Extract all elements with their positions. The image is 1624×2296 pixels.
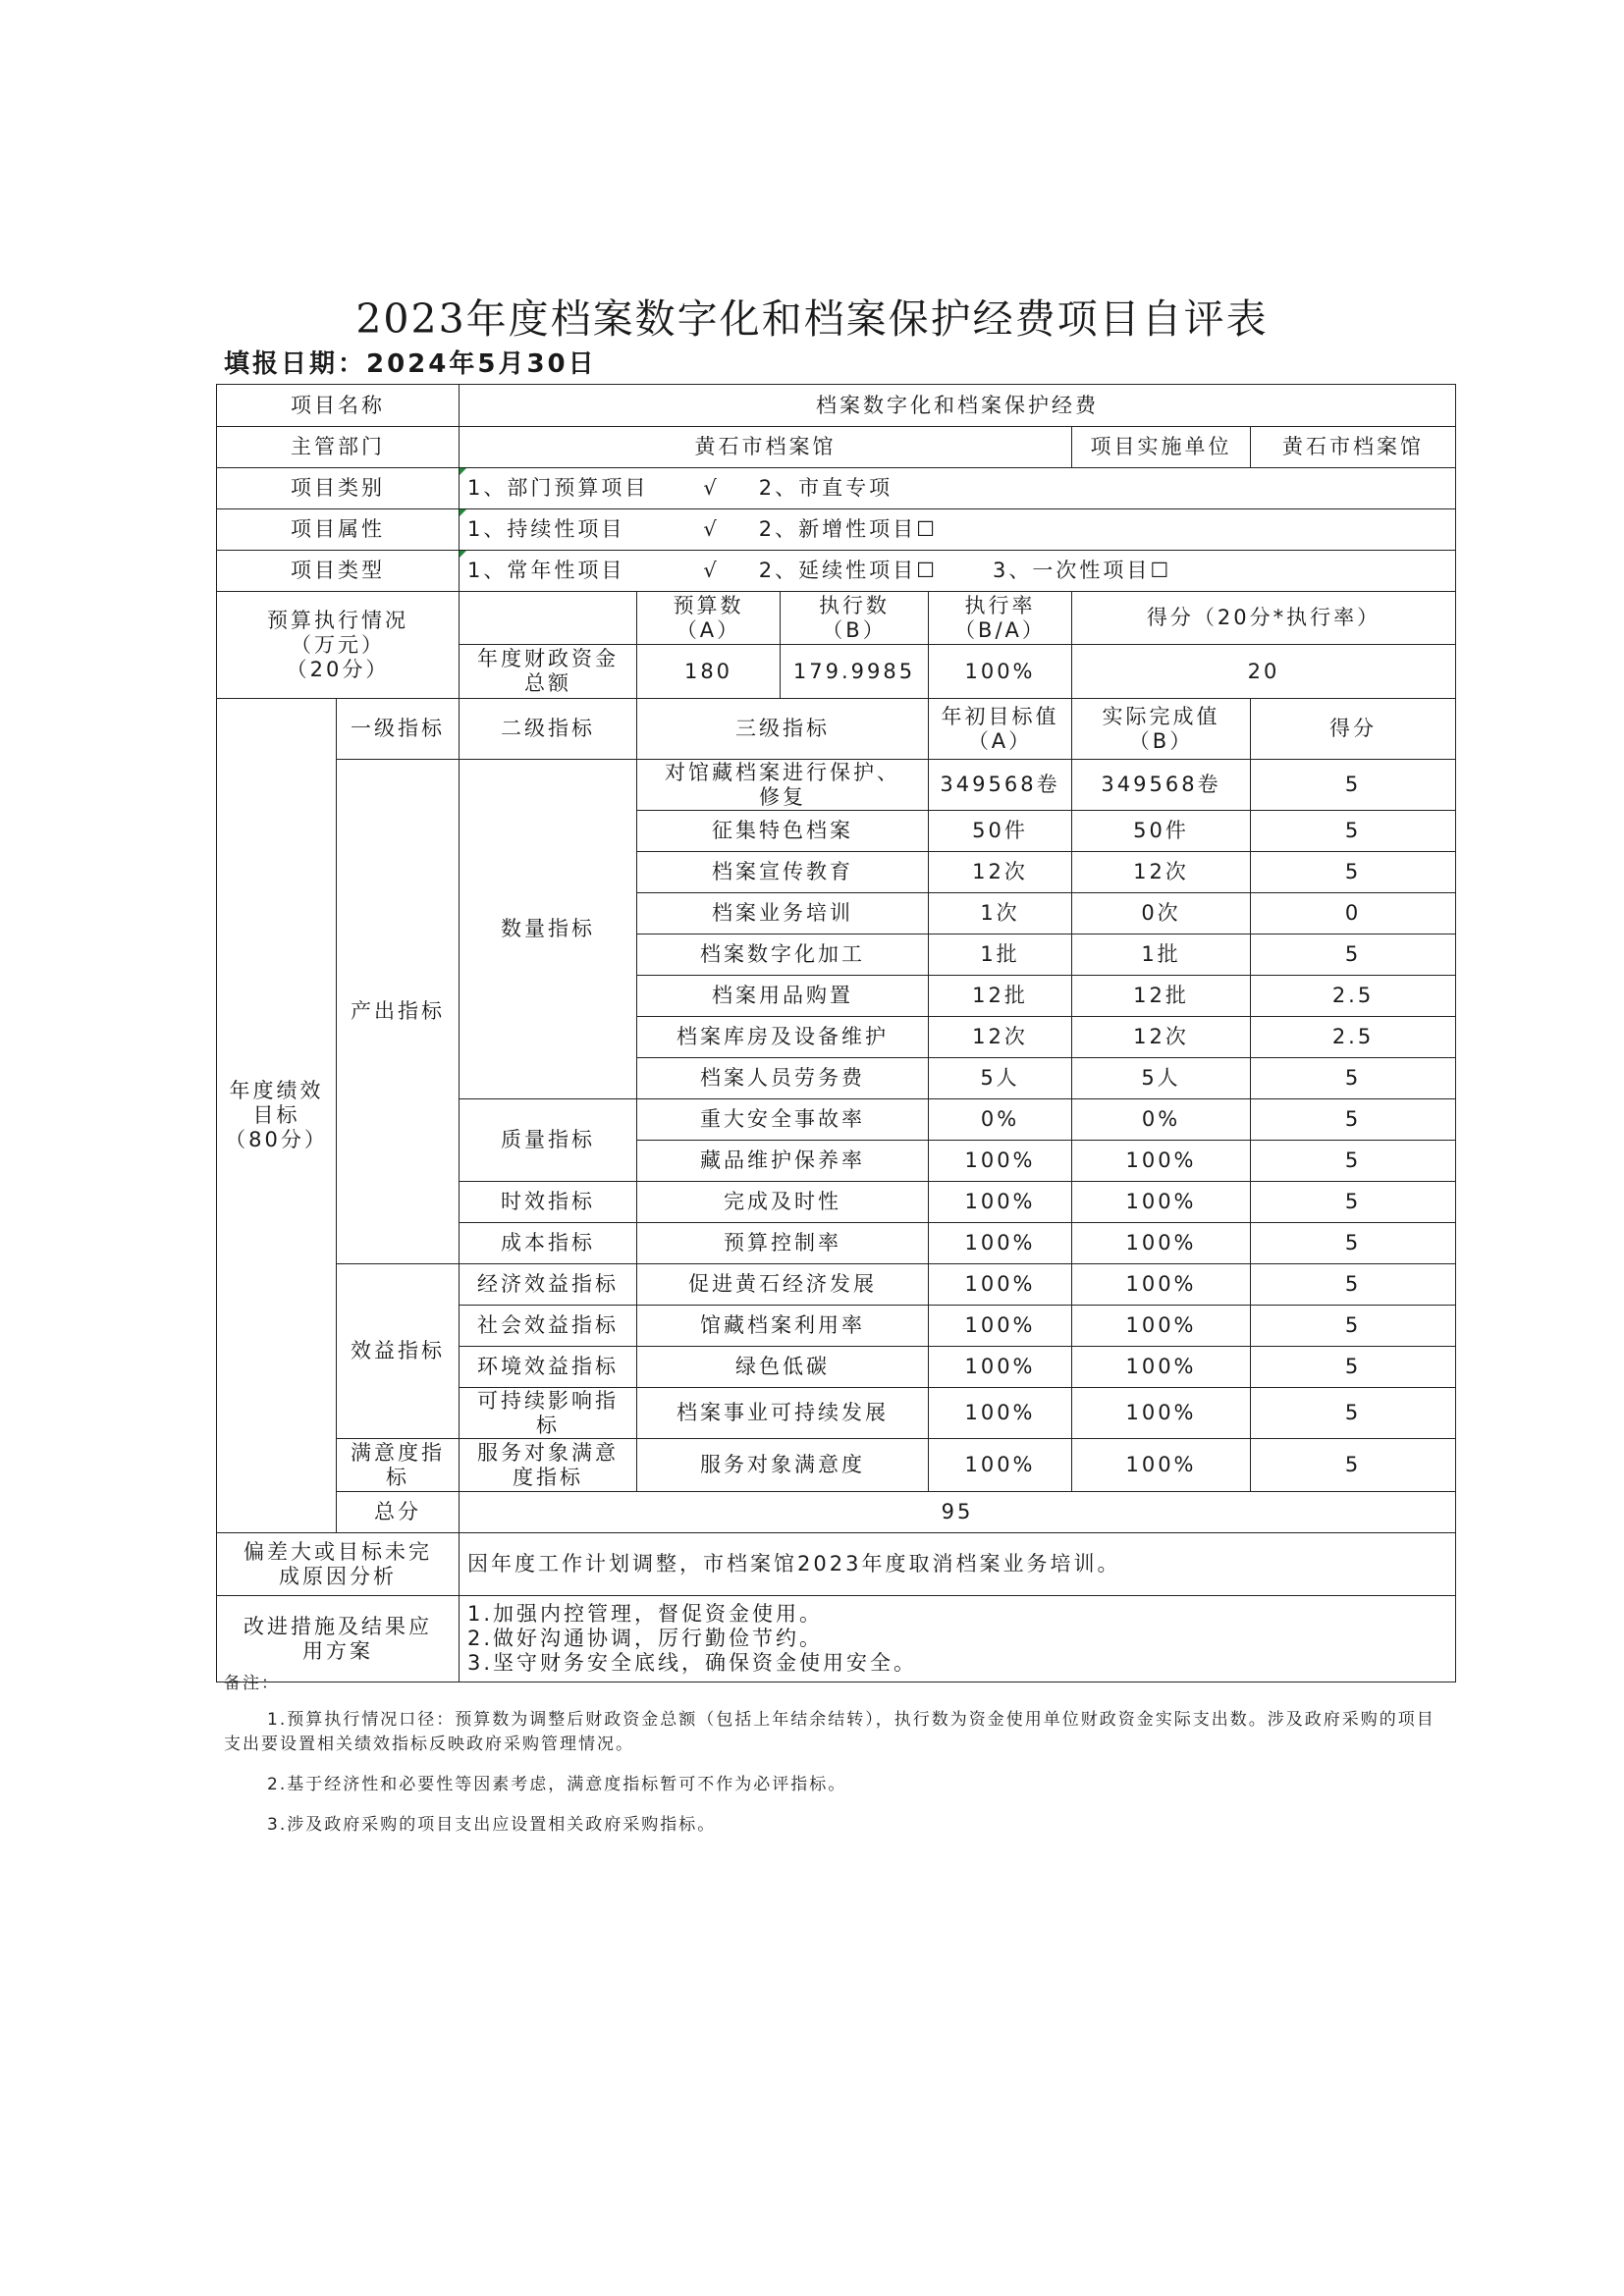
l1-satisfaction: 满意度指 标 [337, 1439, 460, 1492]
l3: 档案宣传教育 [637, 852, 929, 893]
project-name-label: 项目名称 [217, 385, 460, 427]
table-row [217, 1439, 1456, 1492]
actual: 100% [1072, 1388, 1251, 1439]
h-score: 得分 [1251, 699, 1456, 760]
h-level2: 二级指标 [460, 699, 637, 760]
checkbox-empty-icon: ☐ [916, 517, 938, 541]
actual: 100% [1072, 1347, 1251, 1388]
actual: 12次 [1072, 852, 1251, 893]
score-header: 得分（20分*执行率） [1072, 592, 1456, 645]
score: 5 [1251, 1439, 1456, 1492]
check-mark-icon: √ [703, 476, 720, 500]
l2-quantity: 数量指标 [460, 760, 637, 1099]
type-label: 项目类型 [217, 551, 460, 592]
project-name: 档案数字化和档案保护经费 [460, 385, 1456, 427]
actual: 100% [1072, 1439, 1251, 1492]
budget-header-ab: 预算数 （A） 执行数 （B） [637, 592, 929, 645]
actual: 100% [1072, 1223, 1251, 1264]
l3: 绿色低碳 [637, 1347, 929, 1388]
table-row [217, 760, 1456, 811]
target: 100% [929, 1264, 1072, 1306]
actual: 12次 [1072, 1017, 1251, 1058]
budget-value: 180 [637, 645, 781, 698]
score: 5 [1251, 760, 1456, 811]
budget-row-label: 年度财政资金 总额 [460, 645, 637, 699]
score: 0 [1251, 893, 1456, 934]
actual: 50件 [1072, 811, 1251, 852]
attr-options [460, 509, 1456, 551]
type-opt2: 2、延续性项目 [758, 559, 917, 582]
row-attribute [217, 509, 1456, 551]
attr-opt2: 2、新增性项目 [758, 517, 917, 541]
actual: 100% [1072, 1182, 1251, 1223]
target: 12次 [929, 852, 1072, 893]
budget-score: 20 [1072, 645, 1456, 699]
row-total [217, 1492, 1456, 1533]
attr-opt1: 1、持续性项目 [467, 517, 625, 541]
target: 50件 [929, 811, 1072, 852]
l3: 服务对象满意度 [637, 1439, 929, 1492]
target: 1批 [929, 934, 1072, 976]
l2-service: 服务对象满意 度指标 [460, 1439, 637, 1492]
score: 5 [1251, 1264, 1456, 1306]
target: 100% [929, 1223, 1072, 1264]
type-opt3: 3、一次性项目 [992, 559, 1151, 582]
row-type [217, 551, 1456, 592]
target: 100% [929, 1388, 1072, 1439]
target: 100% [929, 1141, 1072, 1182]
l3: 促进黄石经济发展 [637, 1264, 929, 1306]
check-mark-icon: √ [703, 517, 720, 541]
category-opt1: 1、部门预算项目 [467, 476, 649, 500]
target: 100% [929, 1347, 1072, 1388]
h-target: 年初目标值 （A） [929, 699, 1072, 760]
score: 2.5 [1251, 1017, 1456, 1058]
total-value: 95 [460, 1492, 1456, 1533]
actual: 0次 [1072, 893, 1251, 934]
note-3: 3.涉及政府采购的项目支出应设置相关政府采购指标。 [267, 1815, 717, 1835]
score: 5 [1251, 1347, 1456, 1388]
l1-benefit: 效益指标 [337, 1264, 460, 1439]
l2-environment: 环境效益指标 [460, 1347, 637, 1388]
executed-value: 179.9985 [792, 659, 916, 683]
l3: 完成及时性 [637, 1182, 929, 1223]
l3: 藏品维护保养率 [637, 1141, 929, 1182]
budget-values-ab [637, 645, 929, 699]
l2-quality: 质量指标 [460, 1099, 637, 1182]
target: 12次 [929, 1017, 1072, 1058]
score: 2.5 [1251, 976, 1456, 1017]
category-options [460, 468, 1456, 509]
l3: 档案库房及设备维护 [637, 1017, 929, 1058]
l3: 重大安全事故率 [637, 1099, 929, 1141]
row-department [217, 427, 1456, 468]
h-actual: 实际完成值 （B） [1072, 699, 1251, 760]
row-category [217, 468, 1456, 509]
l3: 预算控制率 [637, 1223, 929, 1264]
type-options [460, 551, 1456, 592]
score: 5 [1251, 934, 1456, 976]
actual: 12批 [1072, 976, 1251, 1017]
actual: 5人 [1072, 1058, 1251, 1099]
category-label: 项目类别 [217, 468, 460, 509]
l3: 档案数字化加工 [637, 934, 929, 976]
target: 100% [929, 1306, 1072, 1347]
impl-value: 黄石市档案馆 [1251, 427, 1456, 468]
notes-header: 备注： [224, 1674, 280, 1693]
checkbox-empty-icon: ☐ [916, 559, 938, 582]
budget-blank [460, 592, 637, 645]
row-perf-header [217, 699, 1456, 760]
notes [224, 1672, 1451, 1853]
l2-sustain: 可持续影响指 标 [460, 1388, 637, 1439]
deviation-label: 偏差大或目标未完 成原因分析 [217, 1533, 460, 1596]
actual: 100% [1072, 1141, 1251, 1182]
score: 5 [1251, 1388, 1456, 1439]
l2-social: 社会效益指标 [460, 1306, 637, 1347]
score: 5 [1251, 1306, 1456, 1347]
target: 100% [929, 1182, 1072, 1223]
l3: 征集特色档案 [637, 811, 929, 852]
page-title: 2023年度档案数字化和档案保护经费项目自评表 [355, 295, 1269, 343]
row-budget-header [217, 592, 1456, 645]
target: 12批 [929, 976, 1072, 1017]
dept-label: 主管部门 [217, 427, 460, 468]
target: 100% [929, 1439, 1072, 1492]
target: 349568卷 [929, 760, 1072, 811]
l3: 档案事业可持续发展 [637, 1388, 929, 1439]
h-level1: 一级指标 [337, 699, 460, 760]
budget-label: 预算执行情况 （万元） （20分） [217, 592, 460, 699]
row-improve [217, 1596, 1456, 1682]
checkbox-empty-icon: ☐ [1150, 559, 1172, 582]
l3: 档案人员劳务费 [637, 1058, 929, 1099]
table-row [217, 1264, 1456, 1306]
score: 5 [1251, 1141, 1456, 1182]
l2-economic: 经济效益指标 [460, 1264, 637, 1306]
l1-output: 产出指标 [337, 760, 460, 1264]
score: 5 [1251, 852, 1456, 893]
score: 5 [1251, 1223, 1456, 1264]
l3: 对馆藏档案进行保护、 修复 [637, 760, 929, 811]
category-opt2: 2、市直专项 [758, 476, 893, 500]
perf-label: 年度绩效 目标 （80分） [217, 699, 337, 1533]
deviation-text: 因年度工作计划调整，市档案馆2023年度取消档案业务培训。 [460, 1533, 1456, 1596]
score: 5 [1251, 1099, 1456, 1141]
h-level3: 三级指标 [637, 699, 929, 760]
l2-cost: 成本指标 [460, 1223, 637, 1264]
target: 0% [929, 1099, 1072, 1141]
improve-label: 改进措施及结果应 用方案 [217, 1596, 460, 1682]
fill-date: 填报日期：2024年5月30日 [224, 349, 597, 379]
score: 5 [1251, 1058, 1456, 1099]
improve-text: 1.加强内控管理，督促资金使用。 2.做好沟通协调，厉行勤俭节约。 3.坚守财务安全底线，确保资金使用安全。 [460, 1596, 1456, 1682]
l3: 档案用品购置 [637, 976, 929, 1017]
row-deviation [217, 1533, 1456, 1596]
rate-header: 执行率 （B/A） [929, 592, 1072, 645]
score: 5 [1251, 811, 1456, 852]
score: 5 [1251, 1182, 1456, 1223]
target: 1次 [929, 893, 1072, 934]
actual: 349568卷 [1072, 760, 1251, 811]
l2-timeliness: 时效指标 [460, 1182, 637, 1223]
actual: 100% [1072, 1264, 1251, 1306]
note-1: 1.预算执行情况口径：预算数为调整后财政资金总额（包括上年结余结转），执行数为资金使用单位财政资金实际支出数。涉及政府采购的项目支出要设置相关绩效指标反映政府采购管理情况。 [224, 1710, 1435, 1754]
row-project-name [217, 385, 1456, 427]
actual: 100% [1072, 1306, 1251, 1347]
evaluation-table [216, 384, 1456, 1682]
actual: 1批 [1072, 934, 1251, 976]
target: 5人 [929, 1058, 1072, 1099]
total-label: 总分 [337, 1492, 460, 1533]
dept-value: 黄石市档案馆 [460, 427, 1072, 468]
attr-label: 项目属性 [217, 509, 460, 551]
type-opt1: 1、常年性项目 [467, 559, 625, 582]
check-mark-icon: √ [703, 559, 720, 582]
impl-label: 项目实施单位 [1072, 427, 1251, 468]
rate-value: 100% [929, 645, 1072, 699]
l3: 馆藏档案利用率 [637, 1306, 929, 1347]
note-2: 2.基于经济性和必要性等因素考虑，满意度指标暂可不作为必评指标。 [267, 1775, 847, 1794]
actual: 0% [1072, 1099, 1251, 1141]
l3: 档案业务培训 [637, 893, 929, 934]
